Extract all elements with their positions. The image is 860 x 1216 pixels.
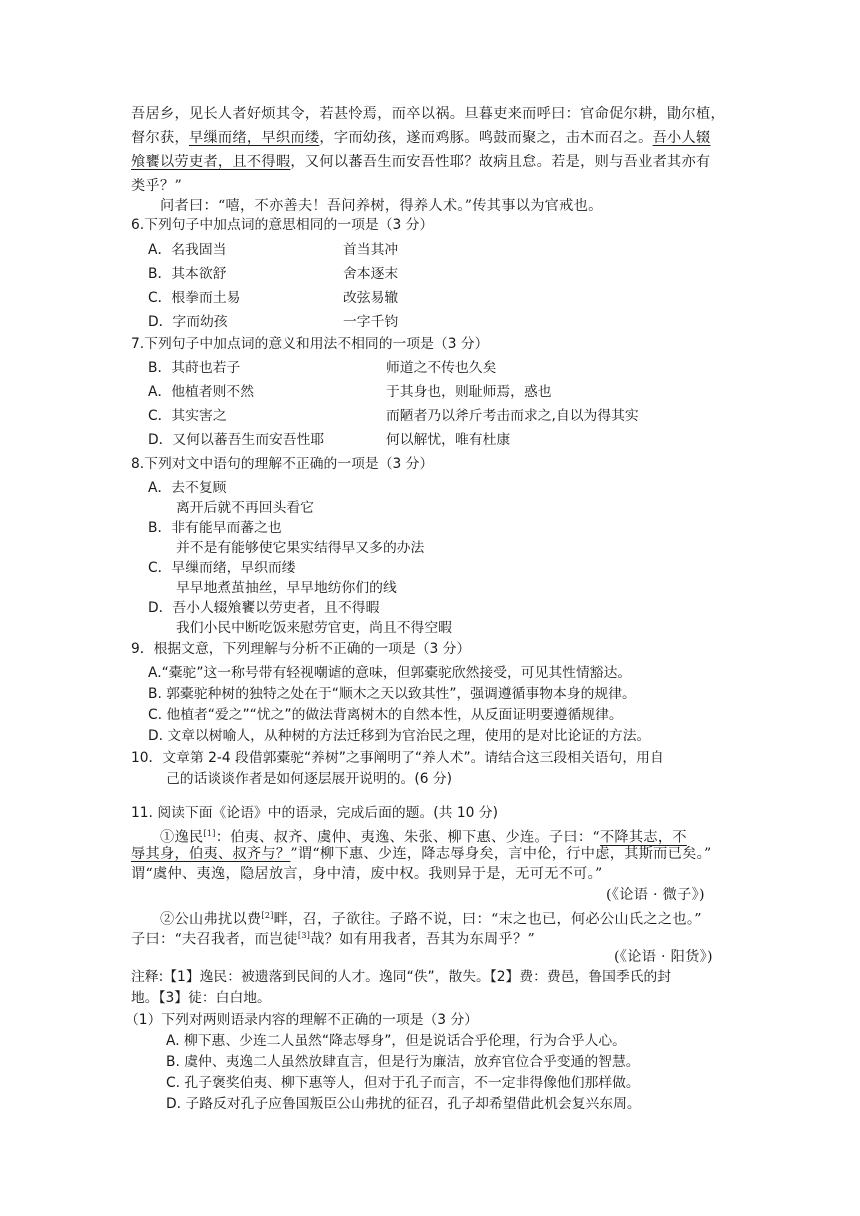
passage-line — [131, 128, 711, 148]
q9-option-a[interactable]: A.“橐驼”这一称号带有轻视嘲谑的意味，但郭橐驼欣然接受，可见其性情豁达。 — [148, 665, 632, 681]
question-6-stem: 6.下列句子中加点词的意思相同的一项是（3 分） — [131, 217, 434, 233]
q9-option-c[interactable]: C. 他植者“爱之”“忧之”的做法背离树木的自然本性，从反面证明要遵循规律。 — [148, 707, 623, 723]
sub-question-1-stem: （1）下列对两则语录内容的理解不正确的一项是（3 分） — [125, 1012, 479, 1028]
passage-line: 类乎？” — [131, 178, 183, 194]
question-10-stem-cont: 己的话谈谈作者是如何逐层展开说明的。(6 分) — [166, 771, 453, 787]
q7-option-b-pair: 师道之不传也久矣 — [386, 360, 497, 376]
question-8-stem: 8.下列对文中语句的理解不正确的一项是（3 分） — [131, 456, 434, 472]
underlined-phrase: 吾小人辍 — [652, 130, 711, 146]
q6-option-b-pair: 舍本逐末 — [343, 266, 399, 282]
q7-option-c-pair: 而陋者乃以斧斤考击而求之,自以为得其实 — [386, 408, 639, 424]
annotation-line: 地。【3】徒：白白地。 — [131, 990, 271, 1006]
lunyu-text: 哉？如有用我者，吾其为东周乎？” — [310, 931, 536, 948]
lunyu-text: ”谓“柳下惠、少连，降志辱身矣，言中伦，行中虑，其斯而已矣。” — [290, 846, 712, 862]
source-citation: (《论语 · 微子》) — [606, 887, 705, 903]
q6-option-c-pair: 改弦易辙 — [343, 290, 399, 306]
q7-option-a[interactable]: A．他植者则不然 — [148, 384, 255, 400]
lunyu-passage-line — [131, 844, 712, 864]
underlined-phrase: 辱其身，伯夷、叔齐与？ — [131, 846, 291, 862]
question-11-stem: 11. 阅读下面《论语》中的语录，完成后面的题。(共 10 分) — [131, 805, 498, 821]
passage-line: 吾居乡，见长人者好烦其令，若甚怜焉，而卒以祸。旦暮吏来而呼曰：官命促尔耕，勖尔植， — [131, 106, 725, 122]
passage-text: ，又何以蕃吾生而安吾性耶？故病且怠。若是，则与吾业者其亦有 — [290, 154, 711, 170]
q6-option-a-pair: 首当其冲 — [343, 242, 399, 258]
question-9-stem: 9．根据文意，下列理解与分析不正确的一项是（3 分） — [131, 641, 471, 657]
q7-option-c[interactable]: C．其实害之 — [148, 408, 227, 424]
q8-option-b-explain: 并不是有能够使它果实结得早又多的办法 — [176, 540, 425, 556]
question-7-stem: 7.下列句子中加点词的意义和用法不相同的一项是（3 分） — [131, 336, 489, 352]
lunyu-passage-line: 谓“虞仲、夷逸，隐居放言，身中清，废中权。我则异于是，无可无不可。” — [131, 866, 603, 882]
q6-option-d-pair: 一字千钧 — [343, 314, 399, 330]
footnote-ref: [1] — [203, 829, 216, 838]
underlined-phrase: 飧饔以劳吏者，且不得暇 — [131, 154, 291, 170]
q7-option-d[interactable]: D．又何以蕃吾生而安吾性耶 — [148, 432, 325, 448]
footnote-ref: [3] — [297, 931, 311, 940]
q6-option-d[interactable]: D．字而幼孩 — [148, 314, 228, 330]
q6-option-b[interactable]: B．其本欲舒 — [148, 266, 227, 282]
q8-option-d-explain: 我们小民中断吃饭来慰劳官吏，尚且不得空暇 — [176, 620, 452, 636]
footnote-ref: [2] — [261, 911, 274, 920]
passage-line: 问者曰：“嘻，不亦善夫！吾问养树，得养人术。”传其事以为官戒也。 — [160, 198, 603, 214]
question-10-stem: 10．文章第 2-4 段借郭橐驼“养树”之事阐明了“养人术”。请结合这三段相关语句，用自 — [131, 750, 664, 766]
sub-question-option-c[interactable]: C. 孔子褒奖伯夷、柳下惠等人，但对于孔子而言，不一定非得像他们那样做。 — [166, 1075, 640, 1091]
q6-option-c[interactable]: C．根拳而土易 — [148, 290, 241, 306]
lunyu-text: ①逸民 — [160, 829, 204, 846]
lunyu-passage-line — [131, 926, 535, 950]
q8-option-c[interactable]: C．早缫而绪，早织而缕 — [148, 560, 296, 576]
q8-option-a-explain: 离开后就不再回头看它 — [176, 500, 314, 516]
passage-text: ，字而幼孩，遂而鸡豚。鸣鼓而聚之，击木而召之。 — [319, 130, 653, 146]
q6-option-a[interactable]: A．名我固当 — [148, 242, 227, 258]
underlined-phrase: 早缫而绪，早织而缕 — [188, 130, 320, 146]
source-citation: (《论语 · 阳货》) — [614, 949, 713, 965]
sub-question-option-b[interactable]: B. 虞仲、夷逸二人虽然放肆直言，但是行为廉洁，放弃官位合乎变通的智慧。 — [166, 1054, 640, 1070]
q7-option-a-pair: 于其身也，则耻师焉，惑也 — [386, 384, 552, 400]
q9-option-d[interactable]: D. 文章以树喻人，从种树的方法迁移到为官治民之理，使用的是对比论证的方法。 — [148, 728, 651, 744]
q8-option-b[interactable]: B．非有能早而蕃之也 — [148, 520, 282, 536]
q8-option-a[interactable]: A．去不复顾 — [148, 480, 227, 496]
q7-option-b[interactable]: B．其莳也若子 — [148, 360, 241, 376]
q9-option-b[interactable]: B. 郭橐驼种树的独特之处在于“顺木之天以致其性”，强调遵循事物本身的规律。 — [148, 686, 636, 702]
sub-question-option-d[interactable]: D. 子路反对孔子应鲁国叛臣公山弗扰的征召，孔子却希望借此机会复兴东周。 — [166, 1096, 641, 1112]
lunyu-text: 子曰：“夫召我者，而岂徒 — [131, 931, 298, 948]
q8-option-d[interactable]: D．吾小人辍飧饔以劳吏者，且不得暇 — [148, 600, 380, 616]
q7-option-d-pair: 何以解忧，唯有杜康 — [386, 432, 511, 448]
lunyu-text: 畔，召，子欲往。子路不说，曰：“末之也已，何必公山氏之之也。” — [273, 911, 702, 928]
lunyu-text: ②公山弗扰以费 — [160, 911, 262, 928]
underlined-phrase: 不降其志，不 — [599, 829, 687, 846]
sub-question-option-a[interactable]: A. 柳下惠、少连二人虽然“降志辱身”，但是说话合乎伦理，行为合乎人心。 — [166, 1033, 626, 1049]
annotation-line: 注释:【1】逸民：被遗落到民间的人才。逸同“佚”，散失。【2】费：费邑，鲁国季氏的封 — [131, 969, 672, 985]
lunyu-text: ：伯夷、叔齐、虞仲、夷逸、朱张、柳下惠、少连。子曰：“ — [215, 829, 600, 846]
passage-line — [131, 152, 711, 172]
passage-text: 督尔获， — [131, 130, 189, 146]
q8-option-c-explain: 早早地煮茧抽丝，早早地纺你们的线 — [176, 580, 397, 596]
